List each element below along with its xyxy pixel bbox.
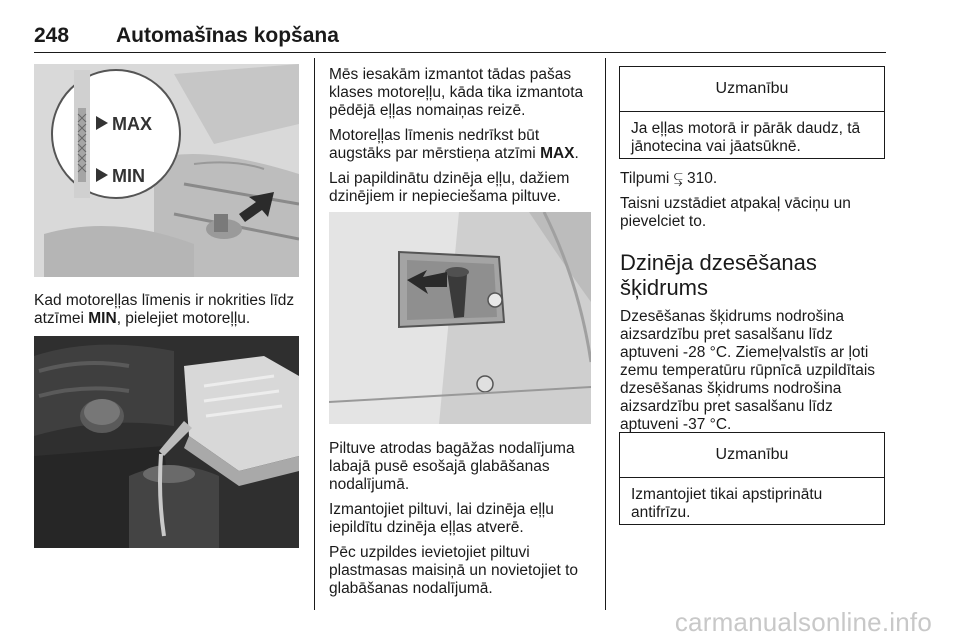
- max-mark: MAX: [540, 145, 575, 162]
- notice-title: Uzmanību: [620, 67, 884, 112]
- max-label: MAX: [112, 114, 152, 134]
- funnel-storage-figure: [329, 212, 591, 424]
- column3-text-top: [620, 170, 890, 238]
- notice-body: Izmantojiet tikai apstiprinātu antifrīzu.: [631, 486, 823, 521]
- notice-body: Ja eļļas motorā ir pārāk daudz, tā jānotecina vai jāatsūknē.: [631, 120, 861, 155]
- refill-oil-figure: [34, 336, 299, 548]
- paragraph-oil-level: Motoreļļas līmenis nedrīkst būt augstāks par mērstieņa atzīmi MAX.: [329, 127, 579, 162]
- paragraph-funnel-use: Izmantojiet piltuvi, lai dzinēja eļļu iepildītu dzinēja eļļas atverē.: [329, 501, 554, 536]
- paragraph-coolant: Dzesēšanas šķidrums nodrošina aizsardzību pret sasalšanu līdz aptuveni -28 °C. Ziemeļvalstīs ar ļoti zemu temperatūru rūpnīcā uzpildītais dzesēšanas šķidrums nodrošina aizsardzību pret sasalšanu līdz aptuveni -37 °C.: [620, 308, 876, 433]
- notice-box-overfill: [619, 66, 885, 159]
- column2-text-top: [329, 66, 597, 213]
- column-divider-right: [605, 58, 606, 610]
- notice-box-antifreeze: [619, 432, 885, 525]
- page-ref-icon: ⥹: [673, 170, 683, 187]
- paragraph-funnel-location: Piltuve atrodas bagāžas nodalījuma labajā pusē esošajā glabāšanas nodalījumā.: [329, 440, 575, 493]
- paragraph-funnel-needed: Lai papildinātu dzinēja eļļu, dažiem dzinējiem ir nepieciešama piltuve.: [329, 170, 570, 205]
- dipstick-figure: [34, 64, 299, 277]
- caption-text: Kad motoreļļas līmenis ir nokrities līdz atzīmei MIN, pielejiet motoreļļu.: [34, 292, 295, 327]
- paragraph-cap: Taisni uzstādiet atpakaļ vāciņu un pievelciet to.: [620, 195, 851, 230]
- watermark: carmanualsonline.info: [674, 607, 932, 637]
- notice-title: Uzmanību: [620, 433, 884, 478]
- capacity-reference: Tilpumi ⥹ 310.: [620, 170, 718, 187]
- min-mark: MIN: [88, 310, 117, 327]
- column-divider-left: [314, 58, 315, 610]
- min-label: MIN: [112, 166, 145, 186]
- column2-text-bottom: [329, 440, 597, 605]
- page-number: 248: [34, 24, 70, 47]
- page-header: [34, 22, 886, 53]
- page-title: Automašīnas kopšana: [116, 24, 339, 47]
- paragraph-oil-class: Mēs iesakām izmantot tādas pašas klases motoreļļu, kāda tika izmantota pēdējā eļļas nomaiņas reizē.: [329, 66, 584, 119]
- section-heading-coolant: Dzinēja dzesēšanas šķidrums: [620, 250, 817, 300]
- paragraph-funnel-storage: Pēc uzpildes ievietojiet piltuvi plastmasas maisiņā un novietojiet to glabāšanas nodalījumā.: [329, 544, 578, 597]
